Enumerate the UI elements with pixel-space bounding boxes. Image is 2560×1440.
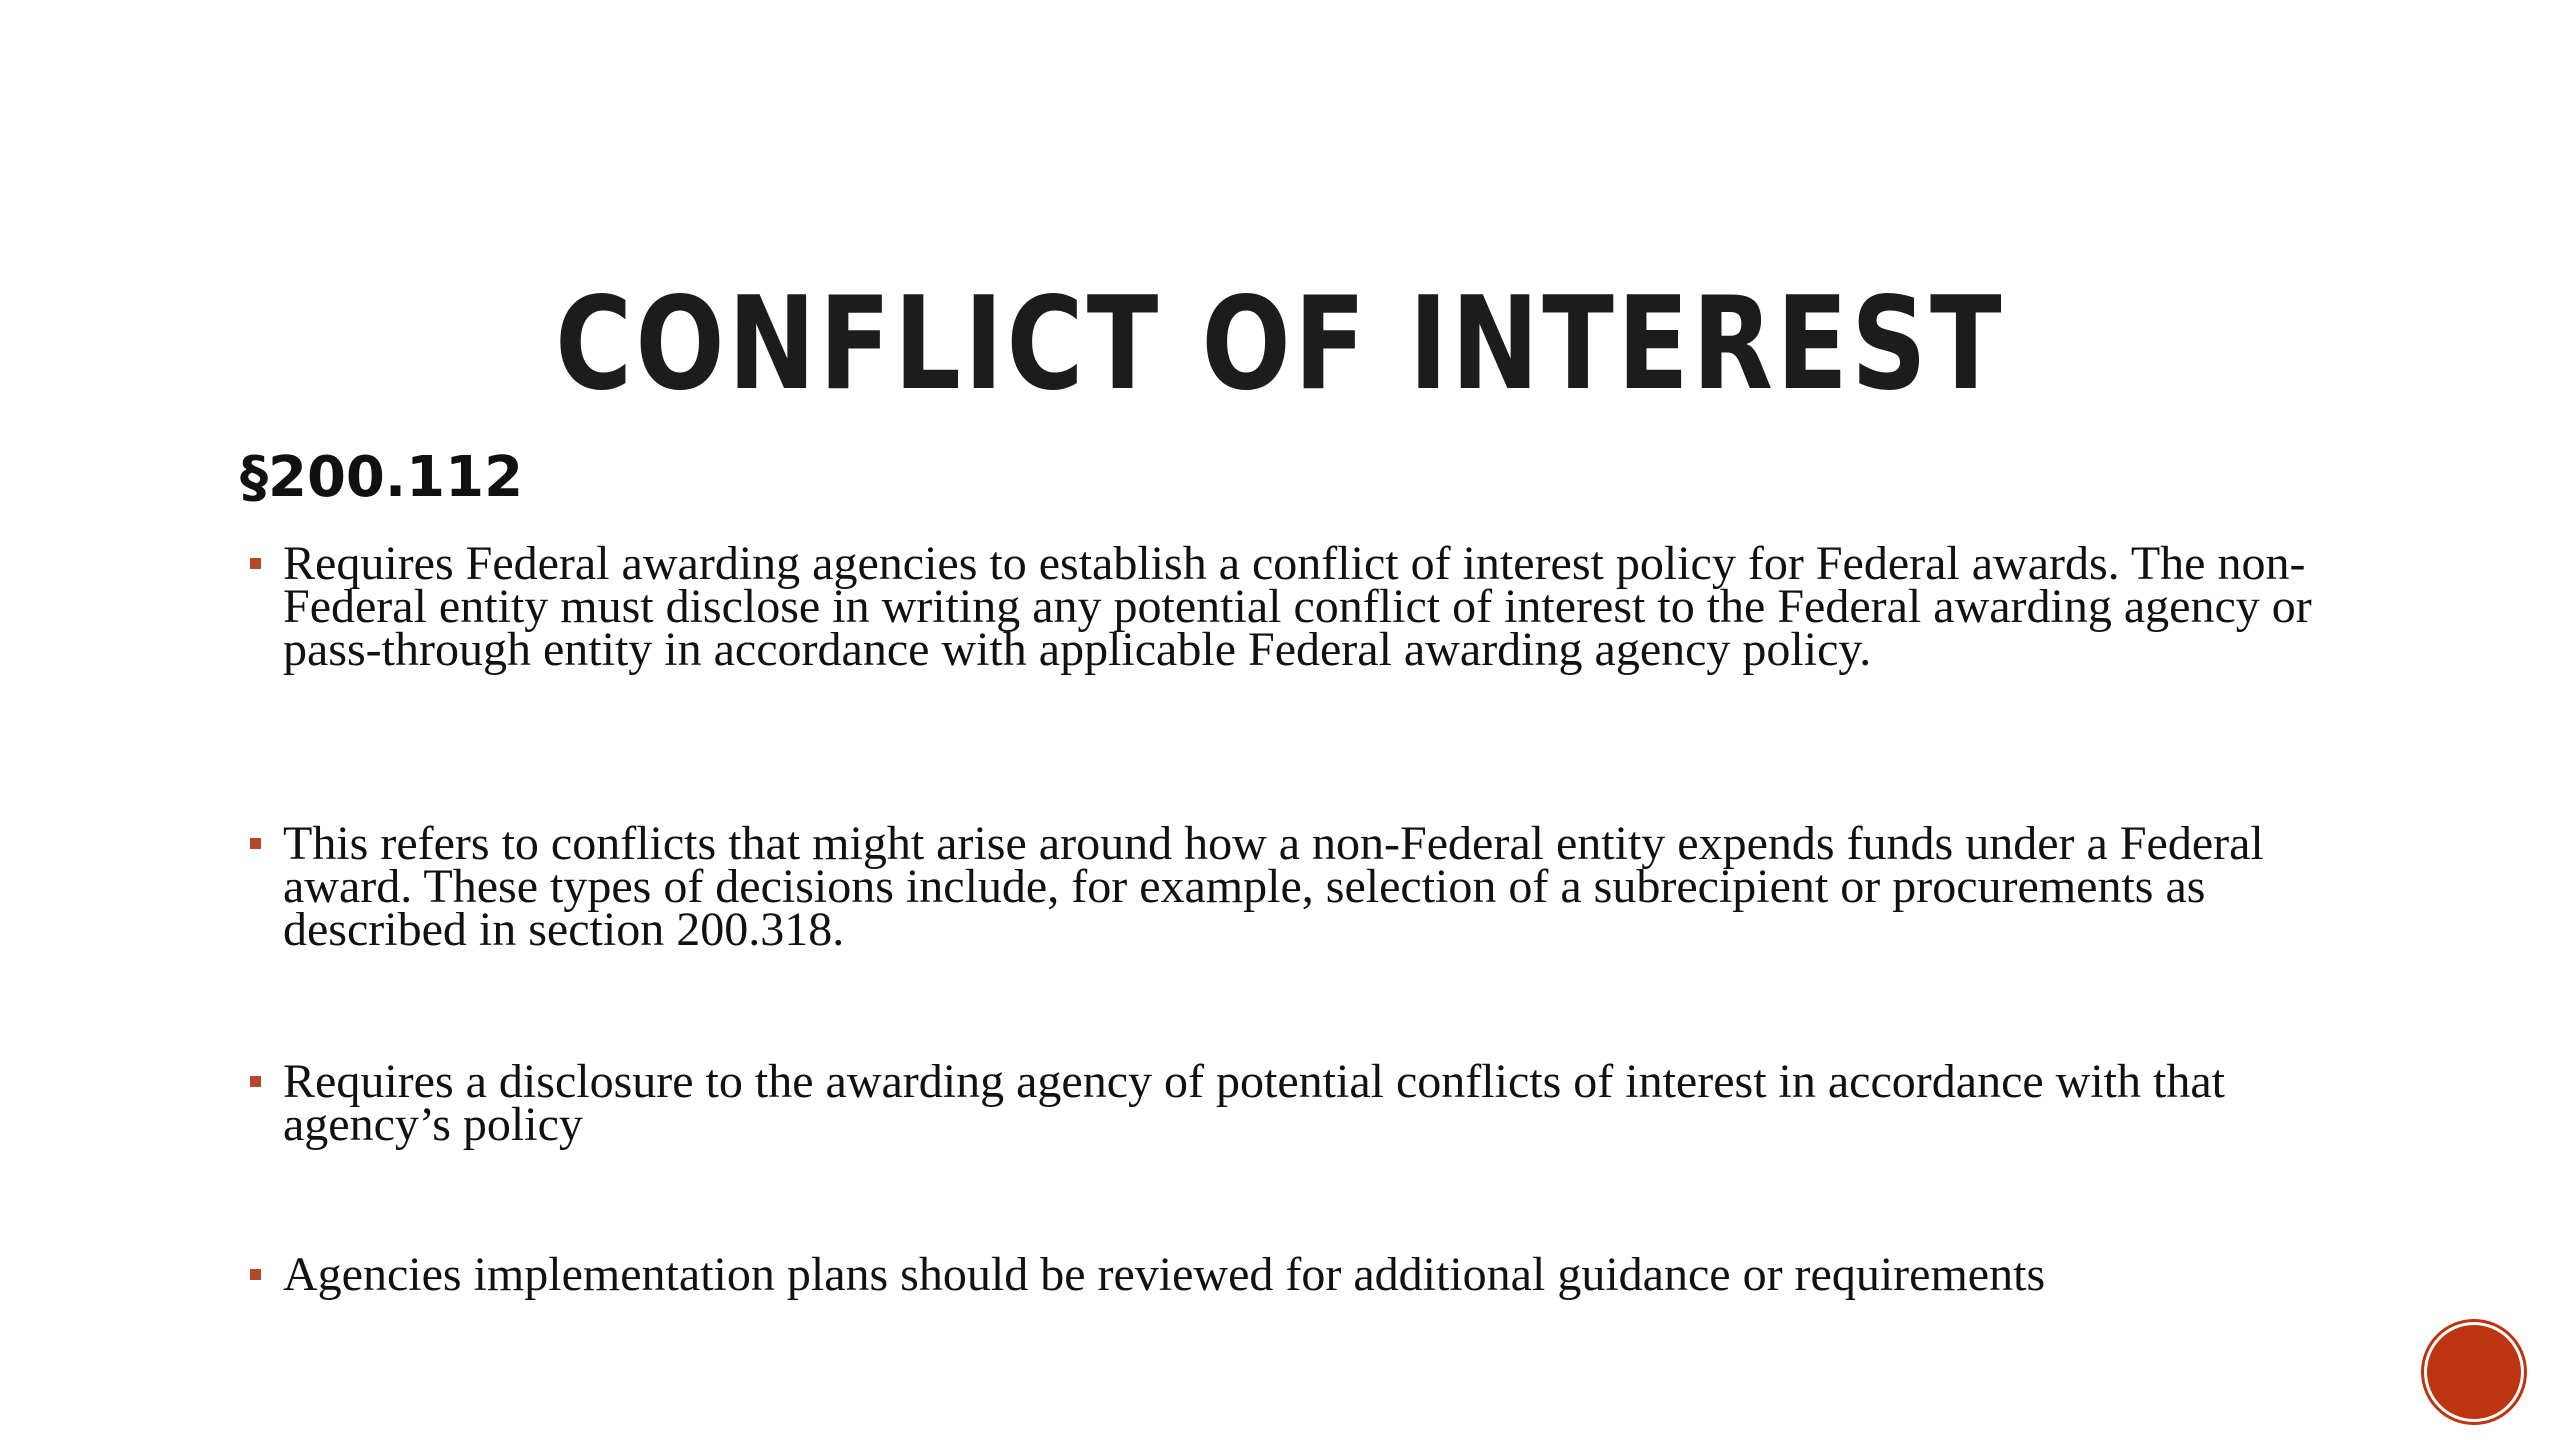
bullet-marker-icon xyxy=(250,838,261,849)
bullet-item xyxy=(283,1248,2373,1301)
bullet-text: Requires Federal awarding agencies to establish a conflict of interest policy for Federal awards. The non-Federal entity must disclose in writing any potential conflict of interest to the Federal awarding agency or pass-through entity in accordance with applicable Federal awarding agency policy. xyxy=(283,537,2312,676)
bullet-text: This refers to conflicts that might arise around how a non-Federal entity expends funds under a Federal award. These types of decisions include, for example, selection of a subrecipient or procurements as described in section 200.318. xyxy=(283,817,2264,956)
bullet-item xyxy=(283,817,2373,956)
bullet-item xyxy=(283,537,2373,676)
bullet-text: Requires a disclosure to the awarding agency of potential conflicts of interest in accordance with that agency’s policy xyxy=(283,1055,2225,1151)
bullet-marker-icon xyxy=(250,1076,261,1087)
bullet-text: Agencies implementation plans should be reviewed for additional guidance or requirements xyxy=(283,1248,2046,1301)
bullet-marker-icon xyxy=(250,558,261,569)
slide-title: CONFLICT OF INTEREST xyxy=(555,270,2005,419)
slide-number-badge xyxy=(2427,1325,2521,1419)
bullet-item xyxy=(283,1055,2373,1151)
bullet-marker-icon xyxy=(250,1269,261,1280)
section-heading: §200.112 xyxy=(240,445,524,510)
